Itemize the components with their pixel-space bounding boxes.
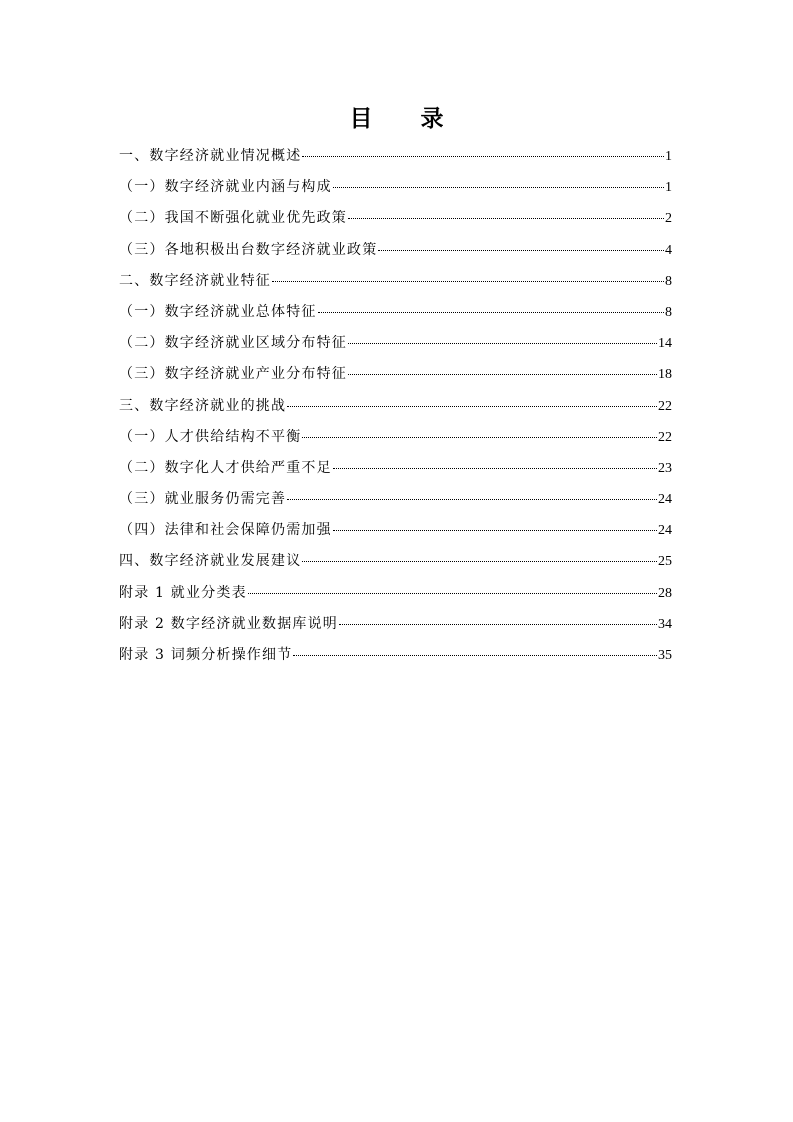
toc-entry[interactable] [119,297,672,328]
toc-leader-dots [287,499,657,500]
toc-entry-page: 25 [658,554,672,570]
toc-entry-label: （一）数字经济就业内涵与构成 [119,179,332,196]
toc-entry[interactable] [119,266,672,297]
toc-entry-page: 24 [658,492,672,508]
toc-entry-page: 2 [665,211,672,227]
toc-entry-page: 23 [658,460,672,476]
toc-leader-dots [333,468,657,469]
toc-list [119,141,672,671]
toc-entry[interactable] [119,453,672,484]
toc-leader-dots [348,343,657,344]
toc-entry[interactable] [119,391,672,422]
toc-entry-page: 1 [665,180,672,196]
toc-title: 目 录 [349,106,464,132]
toc-leader-dots [302,561,657,562]
toc-entry[interactable] [119,235,672,266]
toc-entry-label: 一、数字经济就业情况概述 [119,148,302,164]
toc-leader-dots [378,250,664,251]
toc-entry[interactable] [119,578,672,609]
toc-entry-label: 附录 1 就业分类表 [119,584,247,601]
toc-entry-page: 28 [658,585,672,601]
toc-entry[interactable] [119,172,672,203]
toc-entry[interactable] [119,515,672,546]
toc-entry-label: （三）各地积极出台数字经济就业政策 [119,241,378,258]
toc-entry-label: （二）数字化人才供给严重不足 [119,459,332,476]
toc-entry-page: 8 [665,273,672,289]
toc-entry[interactable] [119,546,672,577]
toc-entry[interactable] [119,609,672,640]
toc-leader-dots [302,156,664,157]
toc-entry-page: 8 [665,304,672,320]
toc-leader-dots [339,624,657,625]
toc-leader-dots [302,437,657,438]
toc-leader-dots [287,406,657,407]
toc-entry-page: 1 [665,149,672,164]
toc-entry-label: 三、数字经济就业的挑战 [119,397,287,414]
toc-entry[interactable] [119,484,672,515]
toc-entry-page: 4 [665,242,672,258]
toc-leader-dots [333,187,664,188]
toc-entry-label: （二）我国不断强化就业优先政策 [119,210,347,227]
toc-entry-label: 附录 3 词频分析操作细节 [119,647,293,663]
toc-entry-label: 二、数字经济就业特征 [119,272,271,289]
toc-entry-label: （二）数字经济就业区域分布特征 [119,335,347,352]
toc-leader-dots [333,530,657,531]
toc-entry-page: 22 [658,429,672,445]
toc-entry-page: 22 [658,398,672,414]
toc-entry-page: 24 [658,523,672,539]
toc-entry-label: （一）数字经济就业总体特征 [119,303,317,320]
toc-entry-label: （四）法律和社会保障仍需加强 [119,522,332,539]
toc-entry-page: 14 [658,336,672,352]
toc-entry-page: 35 [658,648,672,663]
toc-entry-label: （三）就业服务仍需完善 [119,491,287,508]
toc-entry-page: 18 [658,367,672,383]
toc-entry-label: 附录 2 数字经济就业数据库说明 [119,615,339,632]
toc-leader-dots [318,312,664,313]
toc-entry[interactable] [119,422,672,453]
toc-entry-label: （三）数字经济就业产业分布特征 [119,366,347,383]
toc-entry[interactable] [119,328,672,359]
toc-leader-dots [248,593,657,594]
toc-entry[interactable] [119,359,672,390]
toc-entry-label: 四、数字经济就业发展建议 [119,553,302,570]
toc-entry[interactable] [119,141,672,172]
toc-entry-page: 34 [658,616,672,632]
toc-leader-dots [348,218,664,219]
toc-leader-dots [348,374,657,375]
toc-leader-dots [272,281,664,282]
toc-leader-dots [293,655,657,656]
toc-entry[interactable] [119,203,672,234]
toc-entry[interactable] [119,640,672,671]
toc-entry-label: （一）人才供给结构不平衡 [119,428,302,445]
